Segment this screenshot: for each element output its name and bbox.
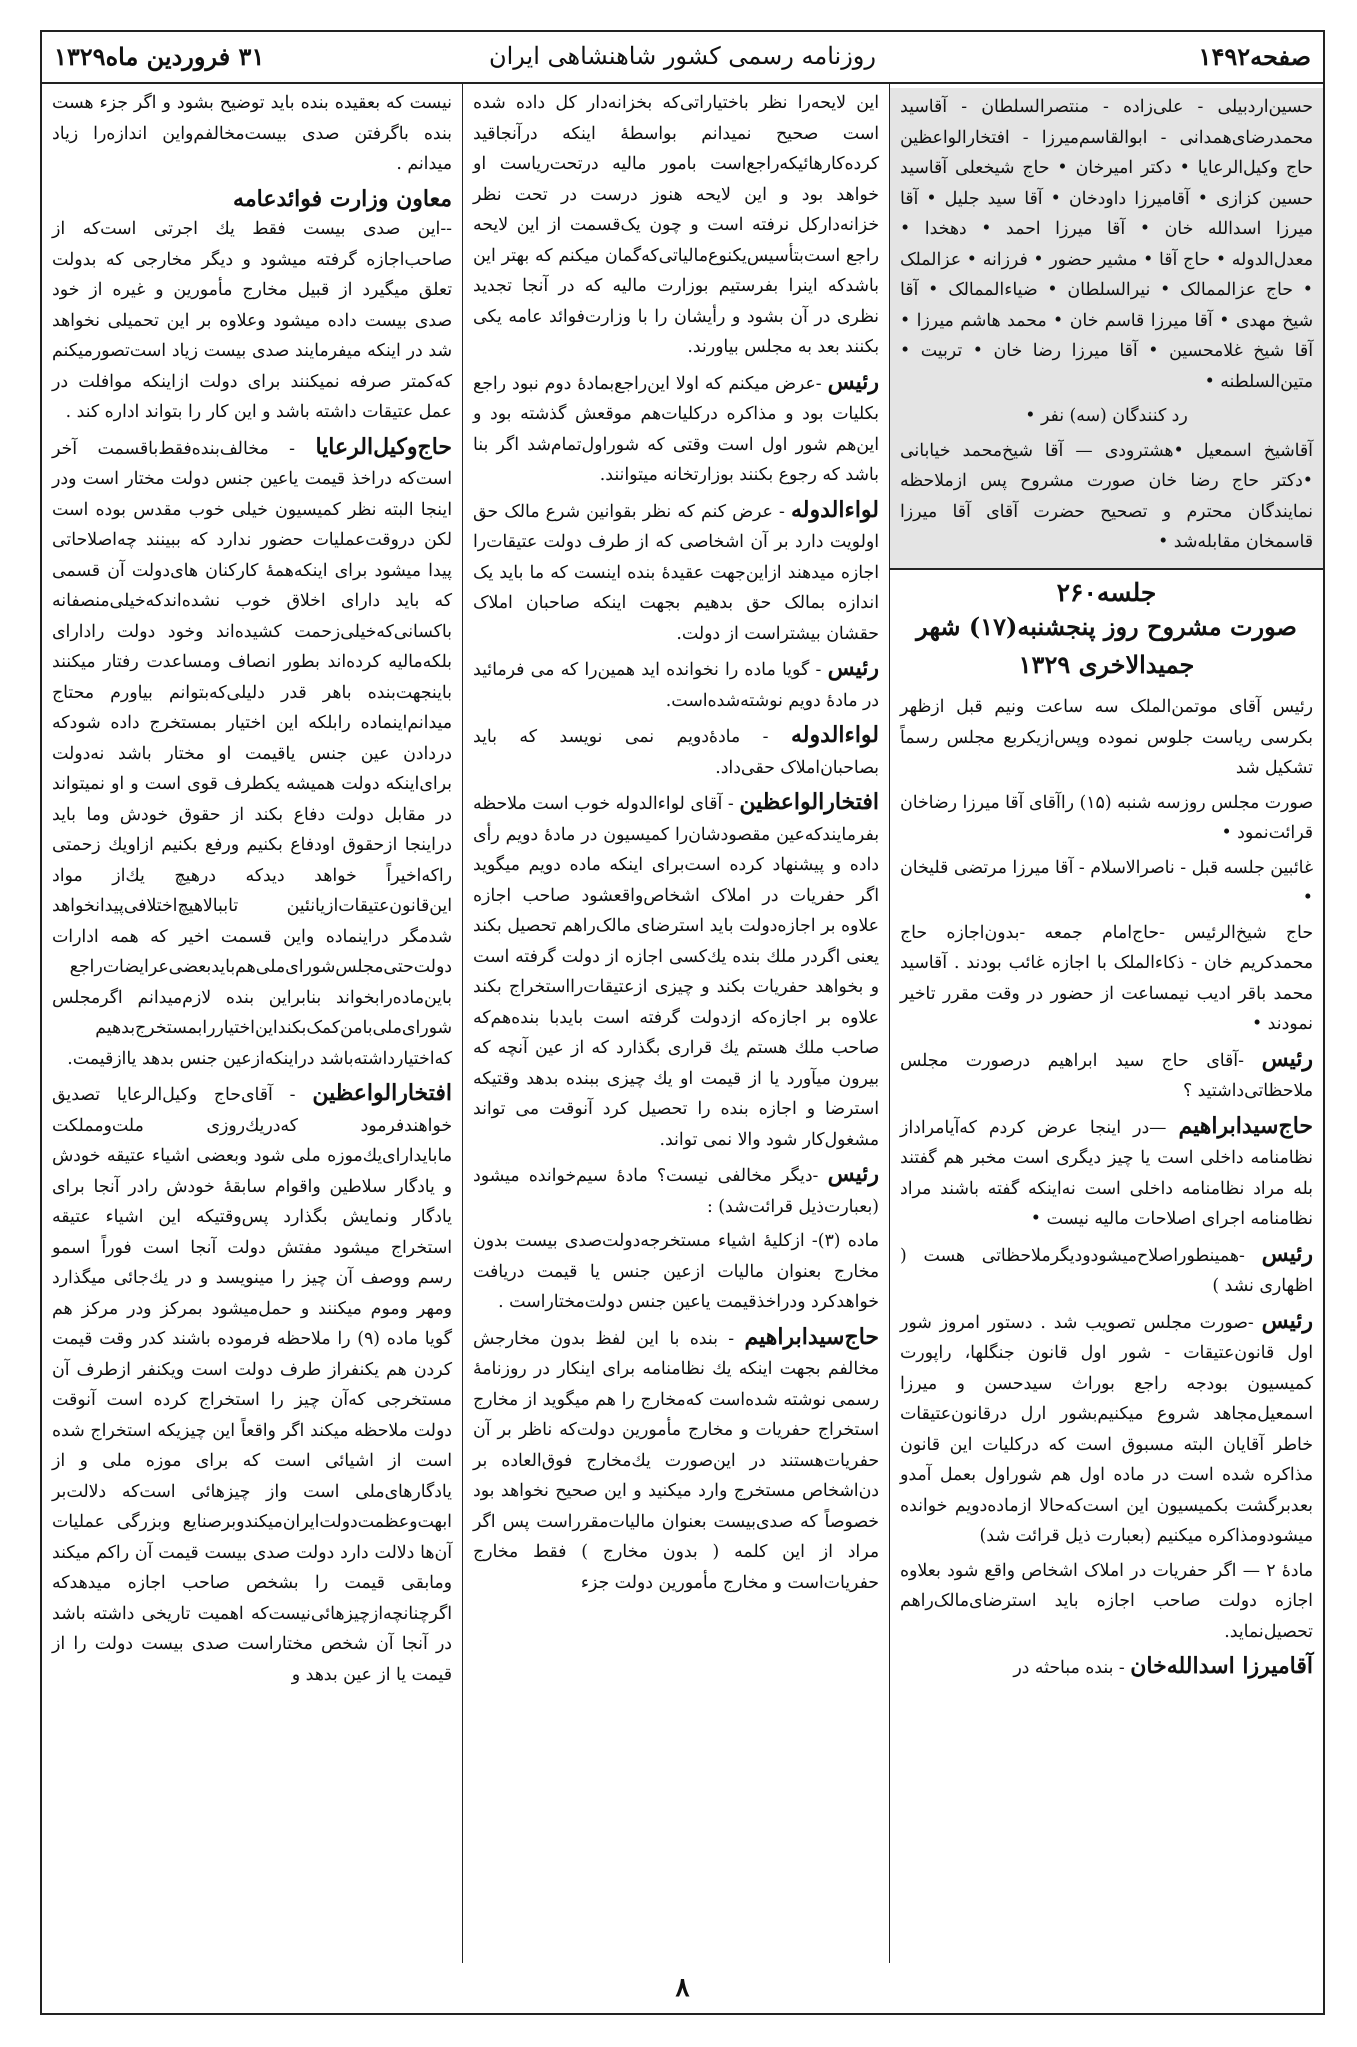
speaker-name: آقامیرزا اسدالله‌خان (1130, 1653, 1313, 1679)
speech (473, 653, 879, 716)
speech (473, 495, 879, 650)
left-column (42, 84, 463, 1963)
speech (52, 1078, 452, 1690)
approvers-list: حسین‌اردبیلی - علی‌زاده - منتصرالسلطان - آقاسید محمدرضای‌همدانی - ابوالقاسم‌میرزا - افتخارالواعظین حاج وکیل‌الرعایا • دکتر امیرخان • حاج شیخعلی آقاسید حسین کزازی • آقامیرزا داودخان • آقا سید جلیل • آقا میرزا اسدالله خان • آقا میرزا احمد • دهخدا • معدل‌الدوله • حاج آقا • مشیر حضور • فرزانه • عزالملک • حاج عزالممالک • نیرالسلطان • ضیاءالممالک • آقا شیخ مهدی • آقا میرزا قاسم خان • محمد هاشم میرزا • آقا شیخ غلامحسین • آقا میرزا رضا خان • تربیت • متین‌السلطنه • (900, 97, 1313, 392)
speech-text: - بنده مباحثه در (1013, 1658, 1125, 1678)
rejecters-count: رد کنندگان (سه) نفر • (1025, 406, 1188, 426)
page-footer-mark: ۸ (675, 1973, 690, 2003)
speech-text: -صورت مجلس تصویب شد . دستور امروز شور اول قانون‌عتیقات - شور اول قانون جنگلها، راپورت کمیسیون بودجه راجع بوراث سیدحسن و میرزا اسمعیل‌مجاهد شروع میکنیم‌بشور ارل درقانون‌عتیقات خاطر آقایان البته مسبوق است که درکلیات این قانون مذاکره شده است در ماده اول هم شوراول بعمل آمدو بعدبرگشت بکمیسیون این است‌که‌حالا ازماده‌دویم خوانده میشودومذاکره میکنیم (بعبارت ذیل قرائت شد) (900, 1312, 1313, 1546)
speaker-name: رئیس (827, 1161, 880, 1187)
paragraph: نیست که بعقیده بنده باید توضیح بشود و اگر جزء هست بنده باگرفتن صدی بیست‌مخالفم‌واین اندازه‌را زیاد میدانم . (52, 93, 452, 174)
speech-text: - مادهٔ‌دویم نمی نویسد که باید بصاحبان‌املاک حقی‌داد. (473, 727, 879, 778)
speech-text: --این صدی بیست فقط یك اجرتی است‌که از صاحب‌اجازه گرفته میشود و دیگر مخارجی که بدولت تعلق میگیرد از قبیل مخارج مأمورین و غیره از خود صدی بیست داده میشود وعلاوه بر این تحمیلی نخواهد شد در اینکه میفرمایند صدی بیست زیاد است‌تصورمیکنم که‌کمتر صرفه نمیکنند برای دولت ازاینکه موافلت در عمل عتیقات داشته باشد و این کار را بتواند اداره کند . (52, 219, 452, 422)
speech-text: - گویا ماده را نخوانده اید همین‌را که می فرمائید در مادهٔ دویم نوشته‌شده‌است. (473, 660, 879, 711)
speech-text: -دیگر مخالفی نیست؟ مادهٔ سیم‌خوانده میشود (بعبارت‌ذیل قرائت‌شد) : (473, 1166, 879, 1217)
speech-text: - بنده با این لفظ بدون مخارجش مخالفم بجهت اینکه یك نظامنامه برای اینکار در روزنامهٔ رسمی نوشته شده‌است که‌مخارج را هم میگوید از مخارج استخراج حفریات و مخارج مأمورین دولت‌که ناظر بر آن حفریات‌هستند در این‌صورت یك‌مخارج فوق‌العاده بر دن‌اشخاص مستخرج وارد میکنید و این صحیح نخواهد بود خصوصاً که صدی‌بیست بعنوان مالیات‌مقرراست پس اگر مراد از این کلمه ( بدون مخارج ) فقط مخارج حفریات‌است و مخارج مأمورین دولت جزء (473, 1328, 879, 1593)
speech (900, 1111, 1313, 1235)
paragraph: رئیس آقای موتمن‌الملک سه ساعت ونیم قبل ازظهر بکرسی ریاست جلوس نموده وپس‌ازیکربع مجلس رسماً تشکیل شد (900, 697, 1313, 778)
speaker-name: حاج‌وکیل‌الرعایا (315, 433, 452, 460)
speech-text: -عرض میکنم که اولا این‌راجع‌بمادهٔ دوم نبود راجع بکلیات بود و مذاکره دركلیات‌هم موقعش گذشته بود و این‌هم شور اول است وقتی که شوراول‌تمام‌شد اگر بنا باشد که رجوع بکنند بوزارتخانه میتوانند. (473, 373, 879, 485)
masthead (42, 32, 1323, 84)
speaker-name: لواءالدوله (790, 722, 879, 748)
speaker-name: حاج‌سیدابراهیم (1178, 1112, 1313, 1139)
newspaper-page (40, 30, 1325, 2015)
article-text: مادهٔ ۲ — اگر حفریات در املاک اشخاص واقع شود بعلاوه اجازه دولت صاحب اجازه باید استرضای‌مالک‌راهم تحصیل‌نماید. (900, 1560, 1314, 1642)
speech (900, 1306, 1313, 1552)
speech (52, 184, 452, 428)
speech (473, 720, 879, 783)
issue-date: ۳۱ فروردین ماه۱۳۲۹ (54, 42, 265, 71)
speaker-heading: معاون وزارت فوائدعامه (233, 185, 452, 212)
speaker-name: رئیس (1261, 1240, 1313, 1267)
speaker-name: رئیس (1261, 1045, 1313, 1072)
right-column (890, 84, 1323, 1963)
speech (900, 1239, 1313, 1302)
speech-text: - مخالف‌بنده‌فقط‌باقسمت آخر است‌که دراخذ قیمت یاعین جنس دولت مختار است ودر اینجا البته نظر کمیسیون خیلی خوب مقدس بوده است لکن دروقت‌عملیات حضور ندارد که ببینند چه‌اصلاحاتی پیدا میشود برای اینکه‌همهٔ کارکنان های‌دولت آن قسمی که باید دارای اخلاق خوب نشده‌اندکه‌خیلی‌منصفانه باکسانی‌که‌خیلی‌زحمت کشیده‌اند وخود دولت رادارای بلکه‌مالیه کرده‌اند بطور انصاف ومساعدت رفتار میکنند باینجهت‌بنده باهر قدر دلیلی‌که‌بتوانم بیاورم محتاج میدانم‌اینماده رابلکه این اختیار بمستخرج داده شودکه دردادن عین جنس یاقیمت او مختار باشد نه‌دولت برای‌اینکه دولت همیشه یکطرف قوی است و او نمیتواند در مقابل دولت دفاع بکند از حقوق خودش وما باید دراینجا ازحقوق اودفاع بکنیم ورفع بکنیم ازاویك زحمتی راکه‌اخیراً خواهد دیدکه درهیچ یك‌از مواد این‌قانون‌عتیقات‌ازیانئین تاببالاهیچ‌اختلافی‌پیدانخواهد شدمگر دراینماده واین قسمت اخیر که همه ادارات دولت‌حتی‌مجلس‌شورای‌ملی‌هم‌باید‌بعضی‌عرایضات‌راجع باین‌ماده‌رابخواند بنابراین بنده لازم‌میدانم اگرمجلس شورای‌ملی‌بامن‌کمک‌بکند‌این‌اختیار‌را‌بمستخرج‌بدهیم که‌اختیارداشته‌باشد دراینکه‌ازعین جنس بدهد یاازقیمت. (52, 438, 452, 1069)
speech (52, 432, 452, 1075)
speaker-name: افتخارالواعظین (312, 1080, 453, 1106)
paragraph: این لایحه‌را نظر باختیاراتی‌که بخزانه‌دار کل داده شده است صحیح نمیدانم بواسطهٔ اینکه درآنجاقید کرده‌کارهائیکه‌راجع‌است بامور مالیه درتحت‌ریاست او خواهد بود و این لایحه هنوز درست در تحت نظر خزانه‌دارکل نرفته است و چون یک‌قسمت از این لایحه راجع است‌بتأسیس‌یکنوع‌مالیاتی‌که‌گمان میکنم که بهتر این باشد‌که اینرا بفرستیم بوزارت مالیه که در آنجا تجدید نظری در آن بشود و رأیشان را با وزارت‌فوائد عامه یکی بکنند بعد به مجلس بیاورند. (473, 93, 879, 357)
middle-column (463, 84, 890, 1963)
speech (473, 1322, 879, 1599)
speaker-name: افتخارالواعظین (739, 789, 879, 815)
voters-list-box (890, 88, 1323, 570)
speech (473, 367, 879, 491)
speech-text: -آقای حاج سید ابراهیم درصورت مجلس ملاحظاتی‌داشتید ؟ (900, 1050, 1313, 1101)
speech-text: —در اینجا عرض کردم که‌آیامراد‌از نظامنامه داخلی است یا چیز دیگری است مخبر هم گفتند بله مراد نظامنامه داخلی است نه‌اینکه گفته باشند مراد نظامنامه اجرای اصلاحات مالیه نیست • (900, 1117, 1313, 1229)
speech (900, 1044, 1313, 1107)
session-title: صورت مشروح روز پنجشنبه(۱۷) شهر جمیدالاخری ۱۳۲۹ (916, 612, 1297, 679)
newspaper-title: روزنامه رسمی کشور شاهنشاهی ایران (489, 42, 876, 70)
speaker-name: رئیس (1261, 1307, 1313, 1334)
speaker-name: رئیس (827, 368, 879, 395)
rejecters-list: آقاشیخ اسمعیل •هشترودی — آقا شیخ‌محمد خیابانی •دکتر حاج رضا خان صورت مشروح پس ازملاحظه نمایندگان محترم و تصحیح حضرت آقای آقا میرزا قاسمخان مقابله‌شد • (900, 440, 1313, 552)
speech-text: - آقای لواءالدوله خوب است ملاحظه بفرمایندکه‌عین مقصودشان‌را کمیسیون در مادهٔ دویم رأی داده و پیشنهاد کرده است‌برای اینکه ماده دویم میگوید اگر حفریات در املاک اشخاص‌واقعشود صاحب اجازه علاوه بر اجازه‌دولت باید استرضای مالک‌راهم تحصیل بکند یعنی اگردر ملك بنده یك‌كسی اجازه از دولت گرفته است و بخواهد حفریات بکند و چیزی ازعتیقات‌رااستخراج بکند علاوه بر اجازه‌که ازدولت گرفته است بایدبا بنده‌هم‌که صاحب ملك هستم یك قراری بگذارد که از عین آنچه که بیرون میآورد یا از قیمت او یك چیزی ببنده بدهد وقتیکه استرضا و اجازه بنده را تحصیل کرد آنوقت می تواند مشغول‌کار شود والا نمی تواند. (473, 794, 879, 1150)
page-number: صفحه۱۴۹۲ (1198, 42, 1311, 71)
article-text: ماده (۳)- ازکلیهٔ اشیاء مستخرجه‌دولت‌صدی بیست بدون مخارج بعنوان مالیات ازعین جنس یا قیمت دریافت خواهدکرد ودراخذقیمت یاعین جنس دولت‌مختاراست . (473, 1231, 879, 1312)
speaker-name: رئیس (827, 655, 879, 681)
speech (473, 1159, 879, 1222)
speech-text: - عرض کنم که نظر بقوانین شرع مالک حق اولویت دارد بر آن اشخاصی که از طرف دولت عتیقات‌را اجازه میدهند ازاین‌جهت عقیدهٔ بنده اینست که ما باید یک اندازه بمالک حق بدهیم بجهت اینکه صاحبان املاک حقشان بیشتراست از دولت. (473, 501, 879, 644)
speech (473, 787, 879, 1155)
session-number: جلسه۲۶۰ (1056, 577, 1157, 607)
speaker-name: لواءالدوله (790, 496, 879, 523)
speech-text: - آقای‌حاج وکیل‌الرعایا تصدیق خواهندفرمود‌ که‌دریك‌روزی ملت‌ومملکت مابایدارای‌یك‌موزه ملی‌ شود وبعضی اشیاء عتیقه خودش و یادگار سلاطین واقوام سابقهٔ خودش رادر آنجا برای یادگار ونمایش بگذارد پس‌وقتیکه این اشیاء عتیقه استخراج میشود مفتش دولت آنجا است فوراً اسمو رسم ووصف آن چیز را مینویسد و در یك‌جائی میگذارد ومهر وموم میکنند و حمل‌میشود بمرکز ودر مرکز هم گویا ماده (۹) را ملاحظه فرموده باشند کدر وقت قیمت کردن هم یکنفراز طرف دولت است ویکنفر ازطرف آن مستخرجی که‌آن چیز را استخراج کرده است آنوقت دولت ملاحظه میکند اگر واقعاً این چیزیکه استخراج شده است از اشیائی است که برای موزه ملی و از یادگارهای‌ملی است‌ واز چیزهائی است‌که دلالت‌بر ابهت‌وعظمت‌دولت‌ایران‌میکندوبرصنایع وبزرگی عملیات آن‌ها دلالت دارد دولت صدی بیست قیمت آن راکم میکند ومابقی قیمت را بشخص صاحب اجازه میدهدکه اگرچنانچه‌ازچیزهائی‌نیست‌که اهمیت تاریخی داشته باشد در آنجا آن شخص مختاراست صدی بیست دولت را از قیمت یا از عین بدهد و (52, 1085, 453, 1685)
paragraph: غائبین جلسه قبل - ناصرالاسلام - آقا میرزا مرتضی قلیخان • (900, 857, 1313, 908)
paragraph: صورت مجلس روزسه شنبه (۱۵) راآقای آقا میرزا رضاخان قرائت‌نمود • (900, 792, 1313, 843)
speaker-name: حاج‌سیدابراهیم (744, 1323, 879, 1350)
speech (900, 1651, 1313, 1684)
paragraph: حاج شیخ‌الرئیس -حاج‌امام جمعه -بدون‌اجازه حاج محمدکریم خان - ذکاءالملک با اجازه غائب بودند . آقاسید محمد باقر ادیب نیمساعت از حضور در وقت مقرر تاخیر نمودند • (900, 922, 1313, 1034)
speech-text: -همینطوراصلاح‌میشودودیگرملاحظاتی هست ( اظهاری نشد ) (900, 1245, 1313, 1296)
